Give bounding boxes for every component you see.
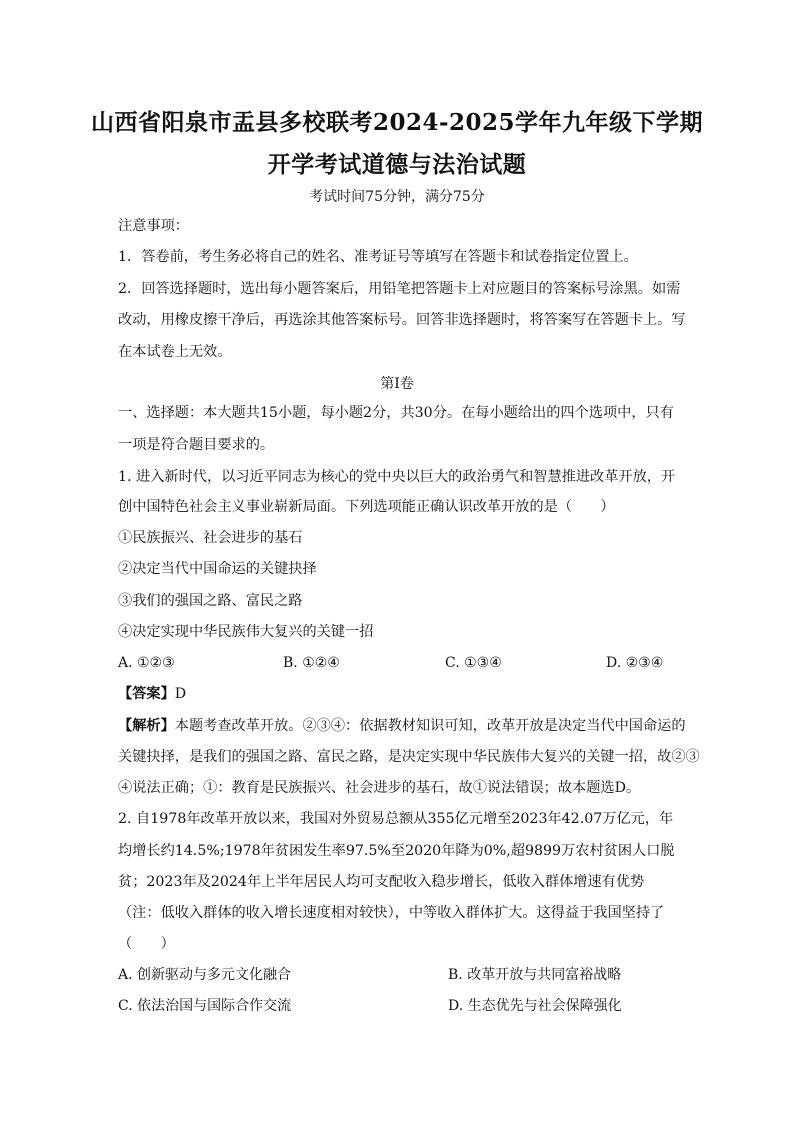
q1-option-a: A. ①②③ bbox=[118, 655, 175, 671]
notes-heading: 注意事项： bbox=[118, 218, 189, 234]
q1-item: ③我们的强国之路、富民之路 bbox=[118, 593, 303, 609]
q1-analysis-line: ④说法正确；①：教育是民族振兴、社会进步的基石，故①说法错误；故本题选D。 bbox=[118, 780, 641, 796]
q1-item: ④决定实现中华民族伟大复兴的关键一招 bbox=[118, 624, 374, 640]
q2-stem: 贫；2023年及2024年上半年居民人均可支配收入稳步增长，低收入群体增速有优势 bbox=[118, 874, 645, 890]
q2-option-c: C. 依法治国与国际合作交流 bbox=[118, 998, 292, 1014]
section1-instruction: 一项是符合题目要求的。 bbox=[118, 437, 275, 453]
q2-option-d: D. 生态优先与社会保障强化 bbox=[448, 998, 622, 1014]
note-line: 2．回答选择题时，选出每小题答案后，用铅笔把答题卡上对应题目的答案标号涂黑。如需 bbox=[118, 281, 681, 297]
note-line: 改动，用橡皮擦干净后，再选涂其他答案标号。回答非选择题时，将答案写在答题卡上。写 bbox=[118, 312, 686, 328]
q1-item: ①民族振兴、社会进步的基石 bbox=[118, 530, 303, 546]
section1-instruction: 一、选择题：本大题共15小题，每小题2分，共30分。在每小题给出的四个选项中，只有 bbox=[118, 405, 674, 421]
exam-title-line1: 山西省阳泉市盂县多校联考2024-2025学年九年级下学期 bbox=[90, 109, 704, 136]
q2-stem: （ ） bbox=[118, 936, 175, 952]
q1-stem: 1. 进入新时代，以习近平同志为核心的党中央以巨大的政治勇气和智慧推进改革开放，开 bbox=[118, 469, 676, 485]
q2-stem: 均增长约14.5%;1978年贫困发生率97.5%至2020年降为0%,超9899万农村贫困人口脱 bbox=[118, 843, 675, 859]
exam-title-line2: 开学考试道德与法治试题 bbox=[267, 151, 527, 178]
q2-option-b: B. 改革开放与共同富裕战略 bbox=[448, 967, 622, 983]
q1-analysis-line: 关键抉择，是我们的强国之路、富民之路，是决定实现中华民族伟大复兴的关键一招，故②③ bbox=[118, 749, 700, 765]
exam-info: 考试时间75分钟，满分75分 bbox=[309, 189, 485, 205]
q1-option-b: B. ①②④ bbox=[283, 655, 340, 671]
q1-item: ②决定当代中国命运的关键抉择 bbox=[118, 561, 317, 577]
answer-label: 【答案】 bbox=[118, 686, 175, 702]
q1-analysis bbox=[118, 716, 686, 736]
q1-option-d: D. ②③④ bbox=[606, 655, 664, 671]
q1-answer bbox=[118, 684, 678, 704]
q2-option-a: A. 创新驱动与多元文化融合 bbox=[118, 967, 292, 983]
q1-option-c: C. ①③④ bbox=[445, 655, 502, 671]
answer-value: D bbox=[174, 686, 187, 702]
volume-label: 第Ⅰ卷 bbox=[380, 376, 414, 392]
q2-stem: 2. 自1978年改革开放以来，我国对外贸易总额从355亿元增至2023年42.07万亿元，年 bbox=[118, 811, 674, 827]
analysis-text: 本题考查改革开放。②③④：依据教材知识可知，改革开放是决定当代中国命运的 bbox=[174, 718, 686, 734]
q1-stem: 创中国特色社会主义事业崭新局面。下列选项能正确认识改革开放的是（ ） bbox=[118, 499, 615, 515]
q2-stem: （注：低收入群体的收入增长速度相对较快），中等收入群体扩大。这得益于我国坚持了 bbox=[118, 905, 665, 921]
analysis-label: 【解析】 bbox=[118, 718, 175, 734]
note-line: 在本试卷上无效。 bbox=[118, 344, 232, 360]
note-line: 1．答卷前，考生务必将自己的姓名、准考证号等填写在答题卡和试卷指定位置上。 bbox=[118, 249, 638, 265]
